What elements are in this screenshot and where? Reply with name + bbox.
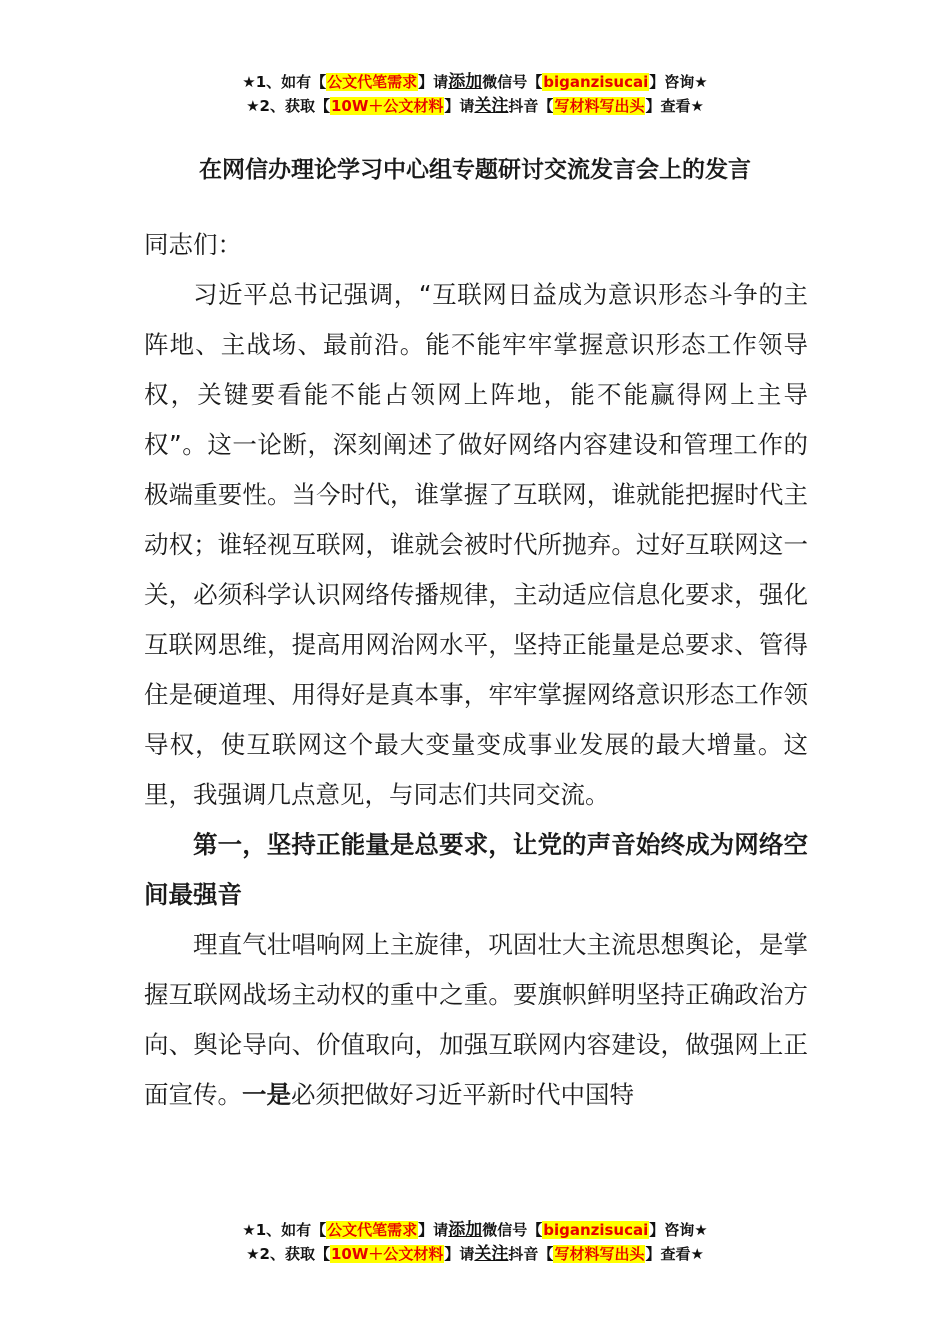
banner-text: 抖音【 xyxy=(508,97,554,115)
emphasized-text: 关注 xyxy=(474,96,509,116)
banner-line-2 xyxy=(0,94,950,118)
paragraph: 习近平总书记强调，“互联网日益成为意识形态斗争的主阵地、主战场、最前沿。能不能牢牢掌握意识形态工作领导权，关键要看能不能占领网上阵地，能不能赢得网上主导权”。这一论断，深刻阐述了做好网络内容建设和管理工作的极端重要性。当今时代，谁掌握了互联网，谁就能把握时代主动权；谁轻视互联网，谁就会被时代所抛弃。过好互联网这一关，必须科学认识网络传播规律，主动适应信息化要求，强化互联网思维，提高用网治网水平，坚持正能量是总要求、管得住是硬道理、用得好是真本事，牢牢掌握网络意识形态工作领导权，使互联网这个最大变量变成事业发展的最大增量。这里，我强调几点意见，与同志们共同交流。 xyxy=(144,280,808,809)
banner-line-1 xyxy=(0,70,950,94)
banner-text: 】请 xyxy=(444,97,475,115)
paragraph xyxy=(144,920,808,1120)
highlighted-text: 公文代笔需求 xyxy=(327,1221,418,1239)
document-body xyxy=(144,220,808,1120)
bold-text: 一是 xyxy=(242,1080,291,1109)
emphasized-text: 添加 xyxy=(448,1220,483,1240)
wechat-id: biganzisucai xyxy=(543,1221,649,1239)
banner-text: 】咨询★ xyxy=(649,1221,708,1239)
banner-text: 微信号【 xyxy=(482,1221,543,1239)
banner-text: 抖音【 xyxy=(508,1245,554,1263)
douyin-account: 写材料写出头 xyxy=(554,97,645,115)
highlighted-text: 10W＋公文材料 xyxy=(330,1245,444,1263)
banner-text: ★1、如有【 xyxy=(242,73,327,91)
banner-text: 】请 xyxy=(418,73,449,91)
paragraph-text: 必须把做好习近平新时代中国特 xyxy=(291,1080,634,1109)
banner-text: ★1、如有【 xyxy=(242,1221,327,1239)
banner-text: 】查看★ xyxy=(645,1245,704,1263)
section-heading: 第一，坚持正能量是总要求，让党的声音始终成为网络空间最强音 xyxy=(144,830,808,909)
douyin-account: 写材料写出头 xyxy=(554,1245,645,1263)
top-banner xyxy=(0,70,950,118)
paragraph-text: 理直气壮唱响网上主旋律，巩固壮大主流思想舆论，是掌握互联网战场主动权的重中之重。要旗帜鲜明坚持正确政治方向、舆论导向、价值取向，加强互联网内容建设，做强网上正面宣传。 xyxy=(144,930,808,1109)
banner-text: 】查看★ xyxy=(645,97,704,115)
wechat-id: biganzisucai xyxy=(543,73,649,91)
banner-line-1 xyxy=(0,1218,950,1242)
highlighted-text: 公文代笔需求 xyxy=(327,73,418,91)
banner-line-2 xyxy=(0,1242,950,1266)
banner-text: ★2、获取【 xyxy=(246,97,330,115)
document-title: 在网信办理论学习中心组专题研讨交流发言会上的发言 xyxy=(199,157,751,183)
salutation: 同志们： xyxy=(144,230,242,259)
bottom-banner xyxy=(0,1218,950,1266)
banner-text: 】咨询★ xyxy=(649,73,708,91)
highlighted-text: 10W＋公文材料 xyxy=(330,97,444,115)
emphasized-text: 关注 xyxy=(474,1244,509,1264)
banner-text: ★2、获取【 xyxy=(246,1245,330,1263)
banner-text: 】请 xyxy=(444,1245,475,1263)
emphasized-text: 添加 xyxy=(448,72,483,92)
banner-text: 】请 xyxy=(418,1221,449,1239)
banner-text: 微信号【 xyxy=(482,73,543,91)
